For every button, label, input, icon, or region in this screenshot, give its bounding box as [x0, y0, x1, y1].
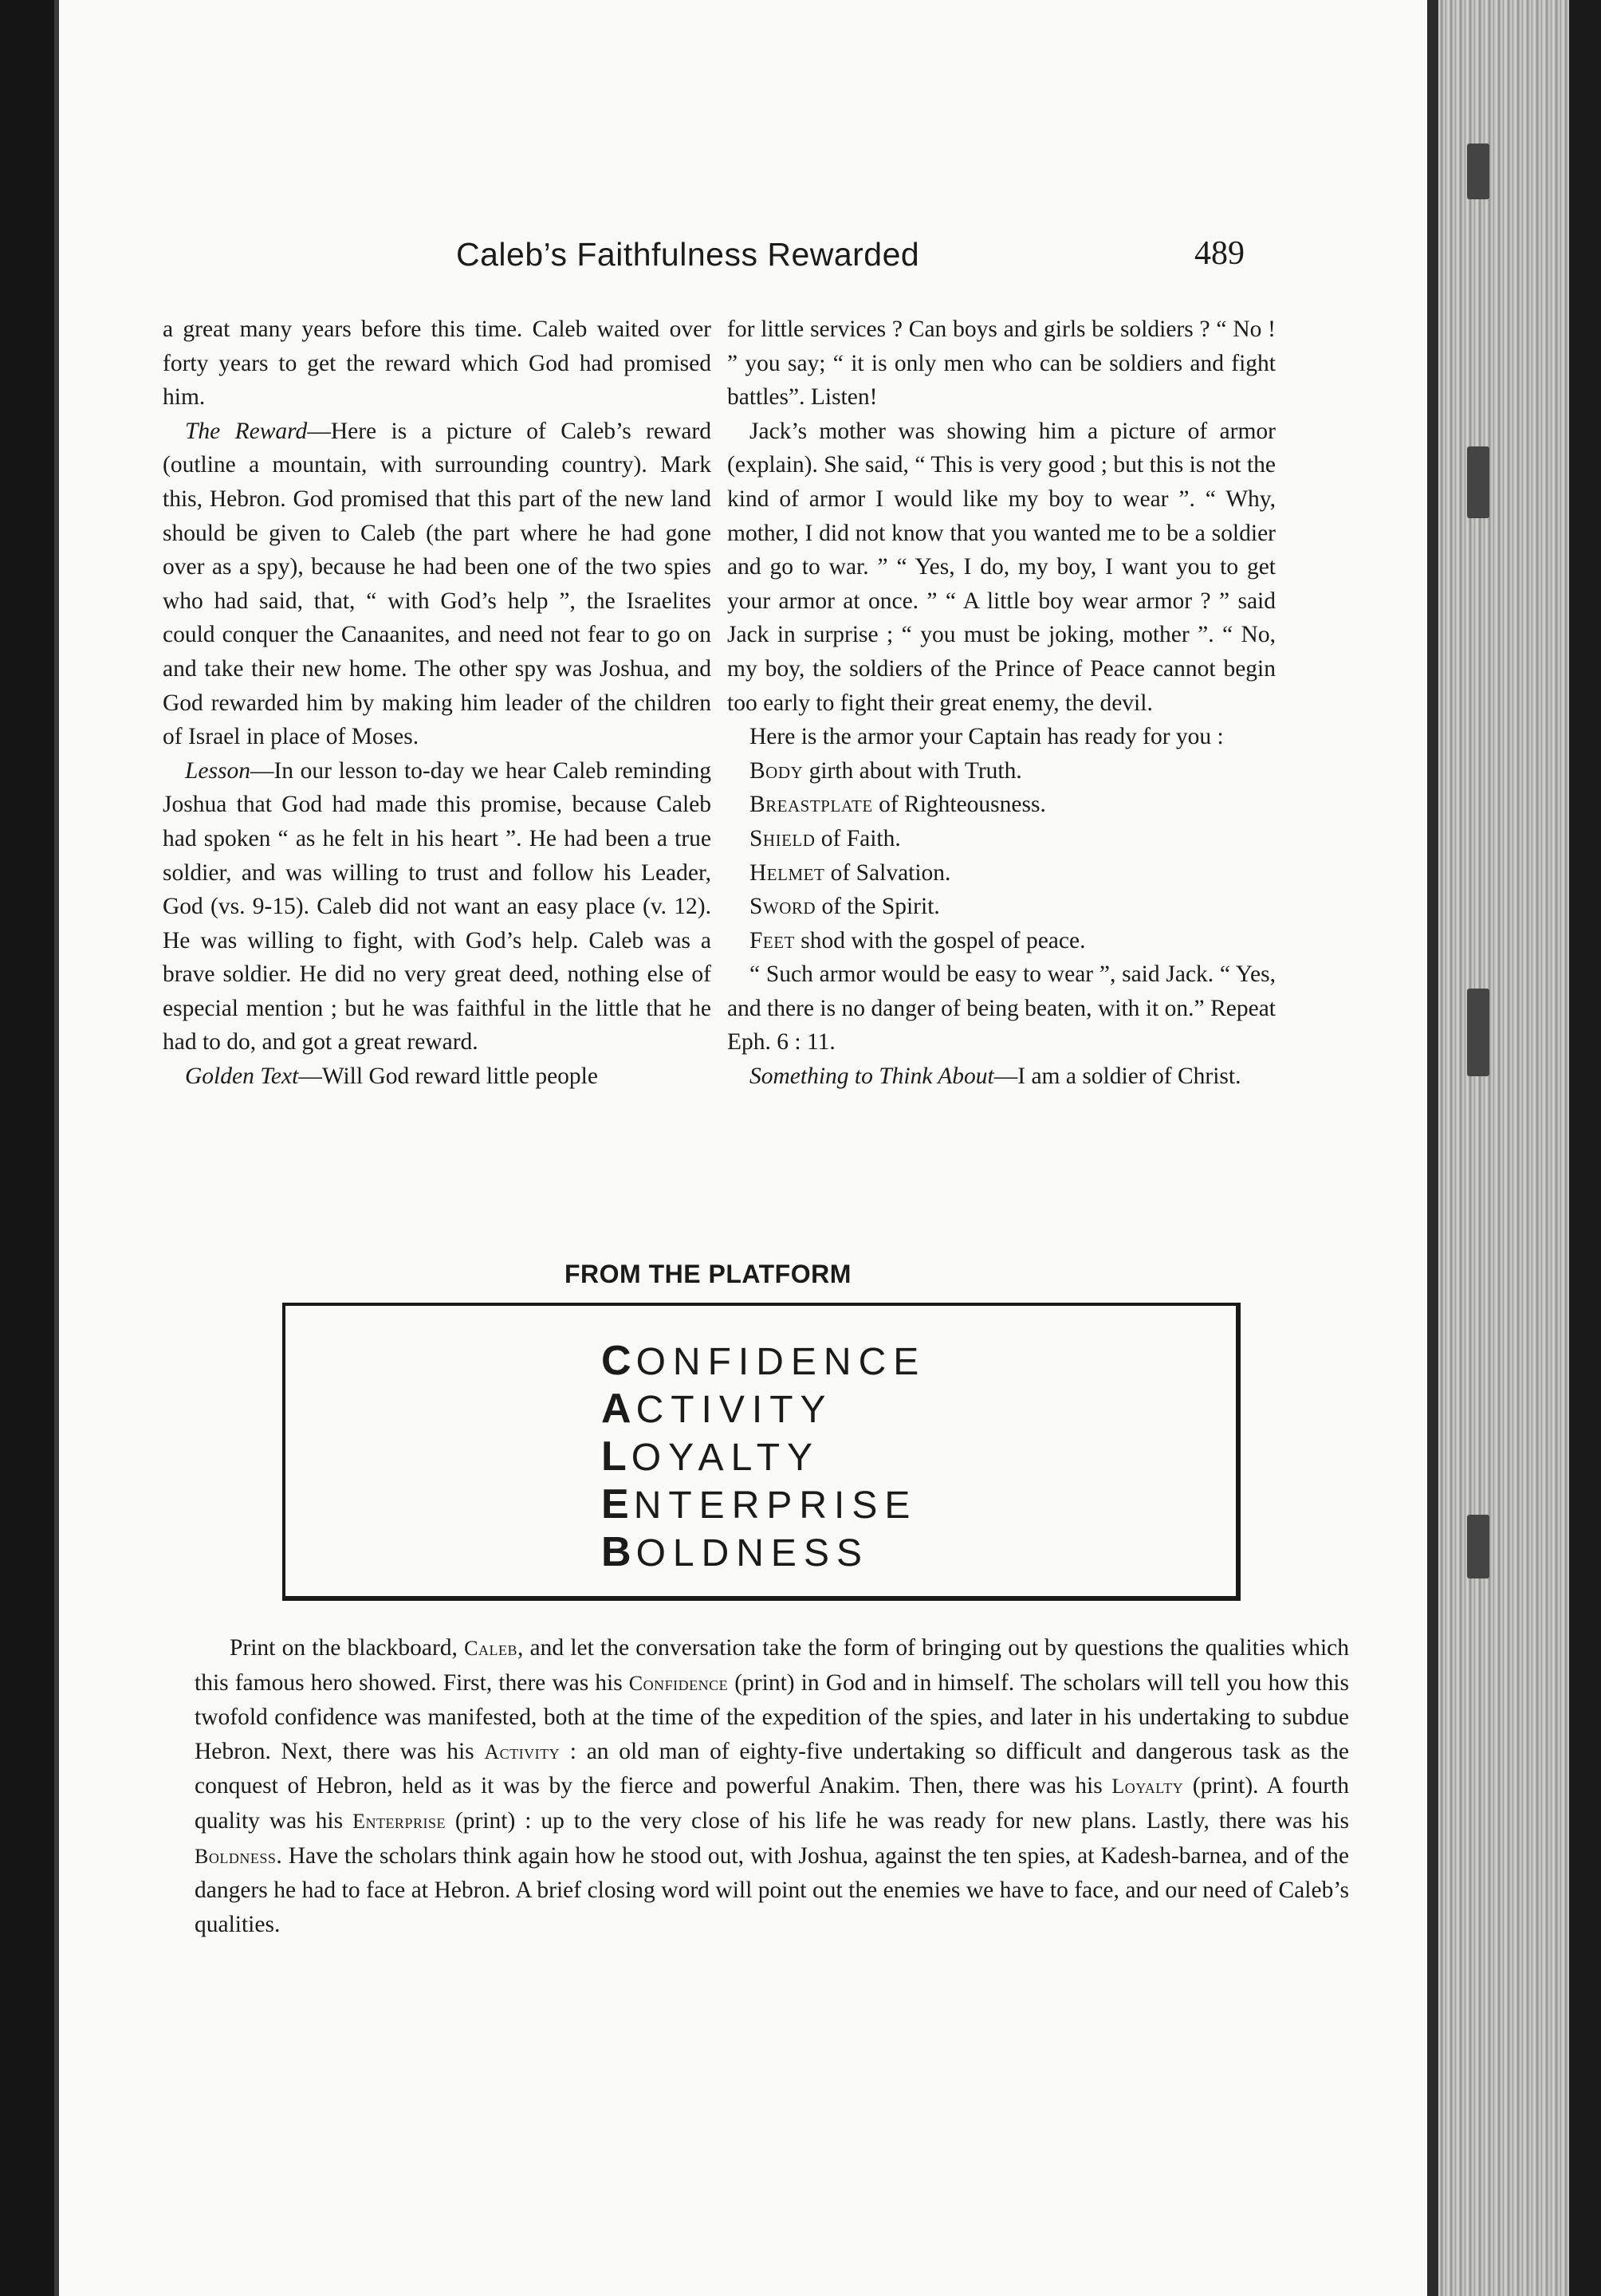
blackboard-box — [282, 1303, 1241, 1601]
paragraph-text: —Will God reward little people — [298, 1063, 598, 1090]
acrostic-initial: E — [601, 1481, 634, 1527]
acrostic-line: ENTERPRISE — [601, 1481, 918, 1527]
armor-item: Body girth about with Truth. — [749, 757, 1022, 784]
paragraph — [163, 754, 711, 1060]
acrostic — [601, 1338, 926, 1577]
running-head — [59, 236, 1427, 284]
section-label: Golden Text — [185, 1063, 299, 1090]
paragraph: Jack’s mother was showing him a picture of armor (explain). She said, “ This is very good ; but this is not the kind of armor I would like my boy to wear ”. “ Why, mother, I did not know that you wanted me to be a soldier and go to war. ” “ Yes, I do, my boy, I want you to get your armor at once. ” “ A little boy wear armor ? ” said Jack in surprise ; “ you must be joking, mother ”. “ No, my boy, the soldiers of the Prince of Peace cannot begin too early to fight their great enemy, the devil. — [727, 418, 1276, 716]
platform-heading: FROM THE PLATFORM — [564, 1260, 852, 1288]
right-column — [727, 313, 1276, 1094]
spine-mark — [1467, 989, 1489, 1076]
book-left-edge — [0, 0, 54, 2296]
armor-item: Helmet of Salvation. — [749, 859, 951, 886]
acrostic-line: CONFIDENCE — [601, 1338, 926, 1384]
running-title: Caleb’s Faithfulness Rewarded — [456, 236, 920, 273]
acrostic-initial: A — [601, 1386, 636, 1432]
closing-paragraph: Print on the blackboard, Caleb, and let the conversation take the form of bringing out by questions the qualities which this famous hero showed. First, there was his Confidence (print) in God and in himself. The scholars will tell you how this twofold confidence was manifested, both at the time of the expedition of the spies, and later in his undertaking to subdue Hebron. Next, there was his Activity : an old man of eighty-five undertaking so difficult and dangerous task as the conquest of Hebron, held as it was by the fierce and powerful Anakim. Then, there was his Loyalty (print). A fourth quality was his Enterprise (print) : up to the very close of his life he was ready for new plans. Lastly, there was his Boldness. Have the scholars think again how he stood out, with Joshua, against the ten spies, at Kadesh-barnea, and of the dangers he had to face at Hebron. A brief closing word will point out the enemies we have to face, and our need of Caleb’s qualities. — [195, 1635, 1349, 1937]
spine-mark — [1467, 1515, 1489, 1578]
left-column — [163, 313, 711, 1094]
paragraph-text: —I am a soldier of Christ. — [993, 1063, 1241, 1090]
armor-list — [727, 754, 1276, 958]
section-label: The Reward — [185, 418, 308, 444]
armor-item: Breastplate of Righteousness. — [749, 792, 1046, 818]
section-label: Something to Think About — [749, 1063, 994, 1090]
paragraph-text: —In our lesson to-day we hear Caleb reminding Joshua that God had made this promise, because Caleb had spoken “ as he felt in his heart ”. He had been a true soldier, and was willing to trust and follow his Leader, God (vs. 9-15). Caleb did not want an easy place (v. 12). He was willing to fight, with God’s help. Caleb was a brave soldier. He did no very great deed, nothing else of especial mention ; but he was faithful in the little that he had to do, and got a great reward. — [163, 757, 711, 1056]
paragraph-text: —Here is a picture of Caleb’s reward (outline a mountain, with surrounding country). Mark this, Hebron. God promised that this part of the new land should be given to Caleb (the part where he had gone over as a spy), because he had been one of the two spies who had said, that, “ with God’s help ”, the Israelites could conquer the Canaanites, and need not fear to go on and take their new home. The other spy was Joshua, and God rewarded him by making him leader of the children of Israel in place of Moses. — [163, 418, 711, 750]
book-page — [59, 0, 1427, 2296]
book-page-edges — [1427, 0, 1601, 2296]
section-label: Lesson — [185, 757, 250, 784]
acrostic-initial: L — [601, 1433, 631, 1480]
acrostic-line: LOYALTY — [601, 1433, 820, 1480]
paragraph — [727, 1060, 1276, 1094]
armor-item: Sword of the Spirit. — [749, 894, 940, 920]
page-number: 489 — [1194, 235, 1245, 272]
paragraph — [163, 415, 711, 754]
paragraph: “ Such armor would be easy to wear ”, said Jack. “ Yes, and there is no danger of being beaten, with it on.” Repeat Eph. 6 : 11. — [727, 961, 1276, 1056]
acrostic-line: ACTIVITY — [601, 1386, 833, 1432]
paragraph: a great many years before this time. Caleb waited over forty years to get the reward which God had promised him. — [163, 316, 711, 411]
acrostic-line: BOLDNESS — [601, 1529, 869, 1575]
spine-mark — [1467, 446, 1489, 518]
paragraph: Here is the armor your Captain has ready for you : — [749, 724, 1224, 750]
spine-mark — [1467, 144, 1489, 199]
armor-item: Feet shod with the gospel of peace. — [749, 927, 1086, 953]
armor-item: Shield of Faith. — [749, 825, 901, 851]
acrostic-initial: C — [601, 1338, 636, 1384]
paragraph — [163, 1060, 711, 1094]
paragraph: for little services ? Can boys and girls be soldiers ? “ No ! ” you say; “ it is only men who can be soldiers and fight battles”. Listen! — [727, 316, 1276, 411]
acrostic-initial: B — [601, 1529, 636, 1575]
